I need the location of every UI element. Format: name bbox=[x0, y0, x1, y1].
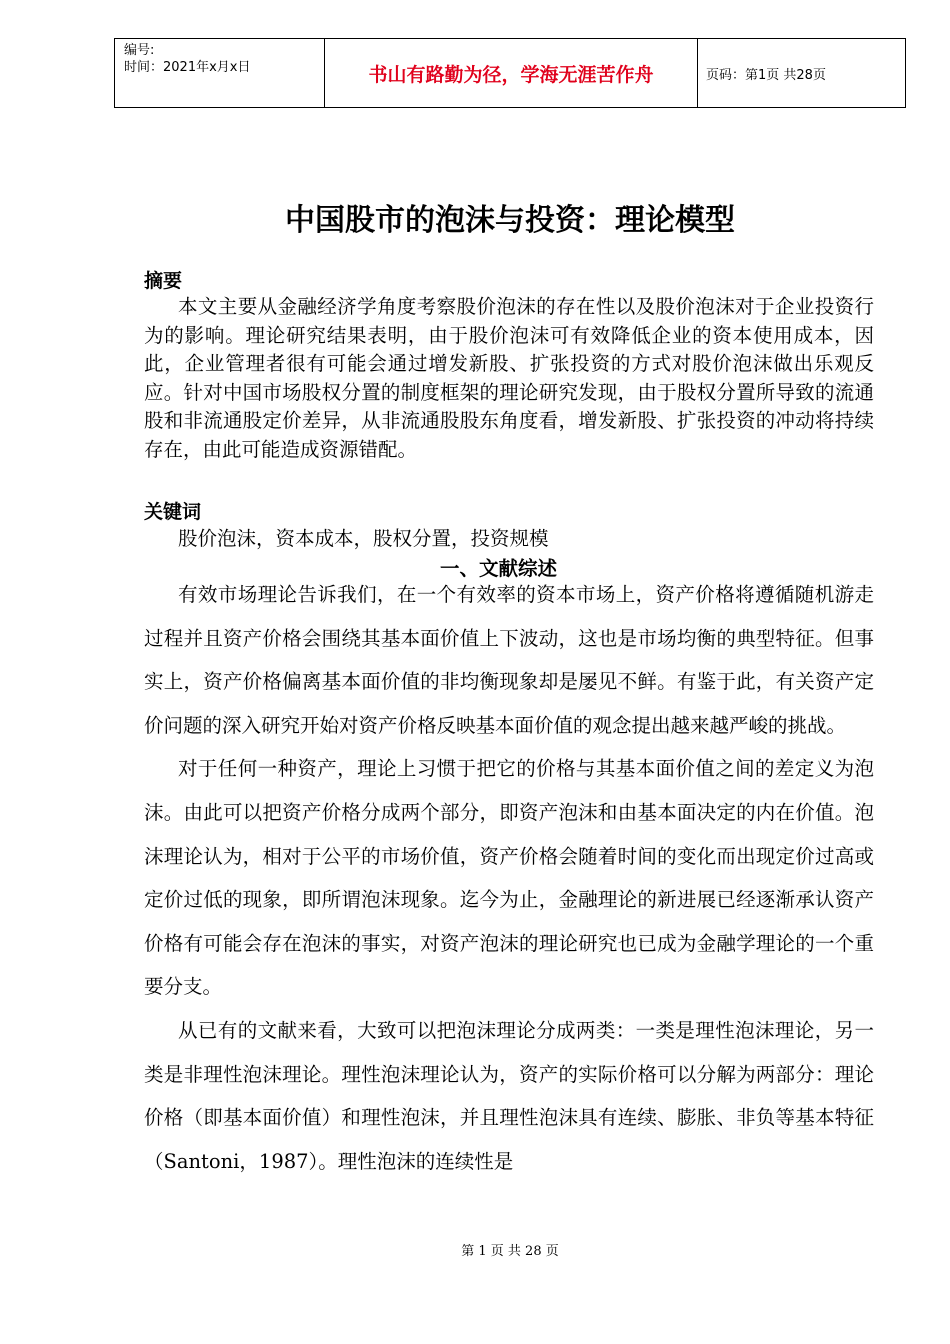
document-title: 中国股市的泡沫与投资：理论模型 bbox=[285, 203, 735, 238]
body-paragraph: 从已有的文献来看，大致可以把泡沫理论分成两类：一类是理性泡沫理论，另一类是非理性泡沫理论。理性泡沫理论认为，资产的实际价格可以分解为两部分：理论价格（即基本面价值）和理性泡沫，并且理性泡沫具有连续、膨胀、非负等基本特征（Santoni，1987）。理性泡沫的连续性是 bbox=[144, 1018, 874, 1173]
header-motto: 书山有路勤为径，学海无涯苦作舟 bbox=[325, 39, 698, 108]
document-header bbox=[114, 38, 906, 108]
document-id-label: 编号: bbox=[124, 43, 155, 58]
body-paragraph: 对于任何一种资产，理论上习惯于把它的价格与其基本面价值之间的差定义为泡沫。由此可以把资产价格分成两个部分，即资产泡沫和由基本面决定的内在价值。泡沫理论认为，相对于公平的市场价值，资产价格会随着时间的变化而出现定价过高或定价过低的现象，即所谓泡沫现象。迄今为止，金融理论的新进展已经逐渐承认资产价格有可能会存在泡沫的事实，对资产泡沫的理论研究也已成为金融学理论的一个重要分支。 bbox=[144, 757, 874, 999]
abstract-text: 本文主要从金融经济学角度考察股价泡沫的存在性以及股价泡沫对于企业投资行为的影响。理论研究结果表明，由于股价泡沫可有效降低企业的资本使用成本，因此，企业管理者很有可能会通过增发新股、扩张投资的方式对股价泡沫做出乐观反应。针对中国市场股权分置的制度框架的理论研究发现，由于股权分置所导致的流通股和非流通股定价差异，从非流通股股东角度看，增发新股、扩张投资的冲动将持续存在，由此可能造成资源错配。 bbox=[144, 295, 874, 461]
document-time-label: 时间：2021年x月x日 bbox=[124, 60, 251, 75]
header-page-label: 页码：第1页 共28页 bbox=[698, 39, 906, 108]
section-body bbox=[144, 573, 874, 1183]
section-heading-literature-review: 一、文献综述 bbox=[440, 557, 558, 580]
body-paragraph: 有效市场理论告诉我们，在一个有效率的资本市场上，资产价格将遵循随机游走过程并且资产价格会围绕其基本面价值上下波动，这也是市场均衡的典型特征。但事实上，资产价格偏离基本面价值的非均衡现象却是屡见不鲜。有鉴于此，有关资产定价问题的深入研究开始对资产价格反映基本面价值的观念提出越来越严峻的挑战。 bbox=[144, 583, 874, 737]
header-meta-cell bbox=[115, 39, 325, 108]
abstract-heading: 摘要 bbox=[144, 270, 183, 292]
keywords-heading: 关键词 bbox=[144, 501, 202, 523]
keywords-text: 股价泡沫，资本成本，股权分置，投资规模 bbox=[178, 527, 549, 550]
page-footer: 第 1 页 共 28 页 bbox=[461, 1244, 559, 1259]
